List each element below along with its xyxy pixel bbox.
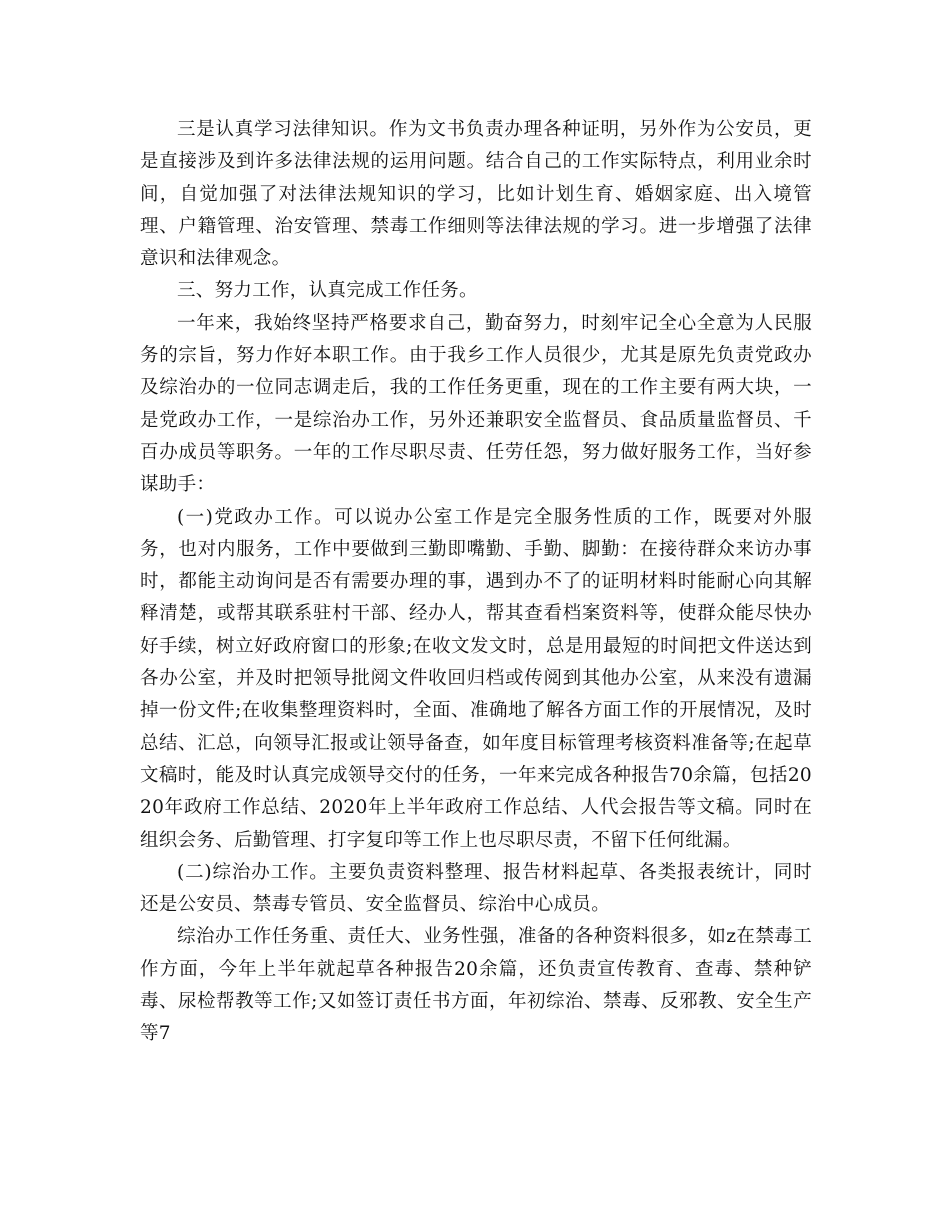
paragraph-comprehensive-tasks: 综治办工作任务重、责任大、业务性强，准备的各种资料很多，如z在禁毒工作方面，今年上半年就起草各种报告20余篇，还负责宣传教育、查毒、禁种铲毒、尿检帮教等工作;又如签订责任书方面，年初综治、禁毒、反邪教、安全生产等7 bbox=[140, 926, 812, 1045]
document-body bbox=[140, 114, 812, 1051]
paragraph-year-summary: 一年来，我始终坚持严格要求自己，勤奋努力，时刻牢记全心全意为人民服务的宗旨，努力作好本职工作。由于我乡工作人员很少，尤其是原先负责党政办及综治办的一位同志调走后，我的工作任务更重，现在的工作主要有两大块，一是党政办工作，一是综治办工作，另外还兼职安全监督员、食品质量监督员、千百办成员等职务。一年的工作尽职尽责、任劳任怨，努力做好服务工作，当好参谋助手： bbox=[140, 312, 812, 496]
paragraph-comprehensive-office: (二)综治办工作。主要负责资料整理、报告材料起草、各类报表统计，同时还是公安员、禁毒专管员、安全监督员、综治中心成员。 bbox=[140, 861, 812, 916]
paragraph-party-office: (一)党政办工作。可以说办公室工作是完全服务性质的工作，既要对外服务，也对内服务，工作中要做到三勤即嘴勤、手勤、脚勤：在接待群众来访办事时，都能主动询问是否有需要办理的事，遇到办不了的证明材料时能耐心向其解释清楚，或帮其联系驻村干部、经办人，帮其查看档案资料等，使群众能尽快办好手续，树立好政府窗口的形象;在收文发文时，总是用最短的时间把文件送达到各办公室，并及时把领导批阅文件收回归档或传阅到其他办公室，从来没有遗漏掉一份文件;在收集整理资料时，全面、准确地了解各方面工作的开展情况，及时总结、汇总，向领导汇报或让领导备查，如年度目标管理考核资料准备等;在起草文稿时，能及时认真完成领导交付的任务，一年来完成各种报告70余篇，包括2020年政府工作总结、2020年上半年政府工作总结、人代会报告等文稿。同时在组织会务、后勤管理、打字复印等工作上也尽职尽责，不留下任何纰漏。 bbox=[140, 506, 812, 851]
paragraph-legal-study: 三是认真学习法律知识。作为文书负责办理各种证明，另外作为公安员，更是直接涉及到许多法律法规的运用问题。结合自己的工作实际特点，利用业余时间，自觉加强了对法律法规知识的学习，比如计划生育、婚姻家庭、出入境管理、户籍管理、治安管理、禁毒工作细则等法律法规的学习。进一步增强了法律意识和法律观念。 bbox=[140, 119, 812, 270]
section-heading-work: 三、努力工作，认真完成工作任务。 bbox=[177, 280, 478, 302]
